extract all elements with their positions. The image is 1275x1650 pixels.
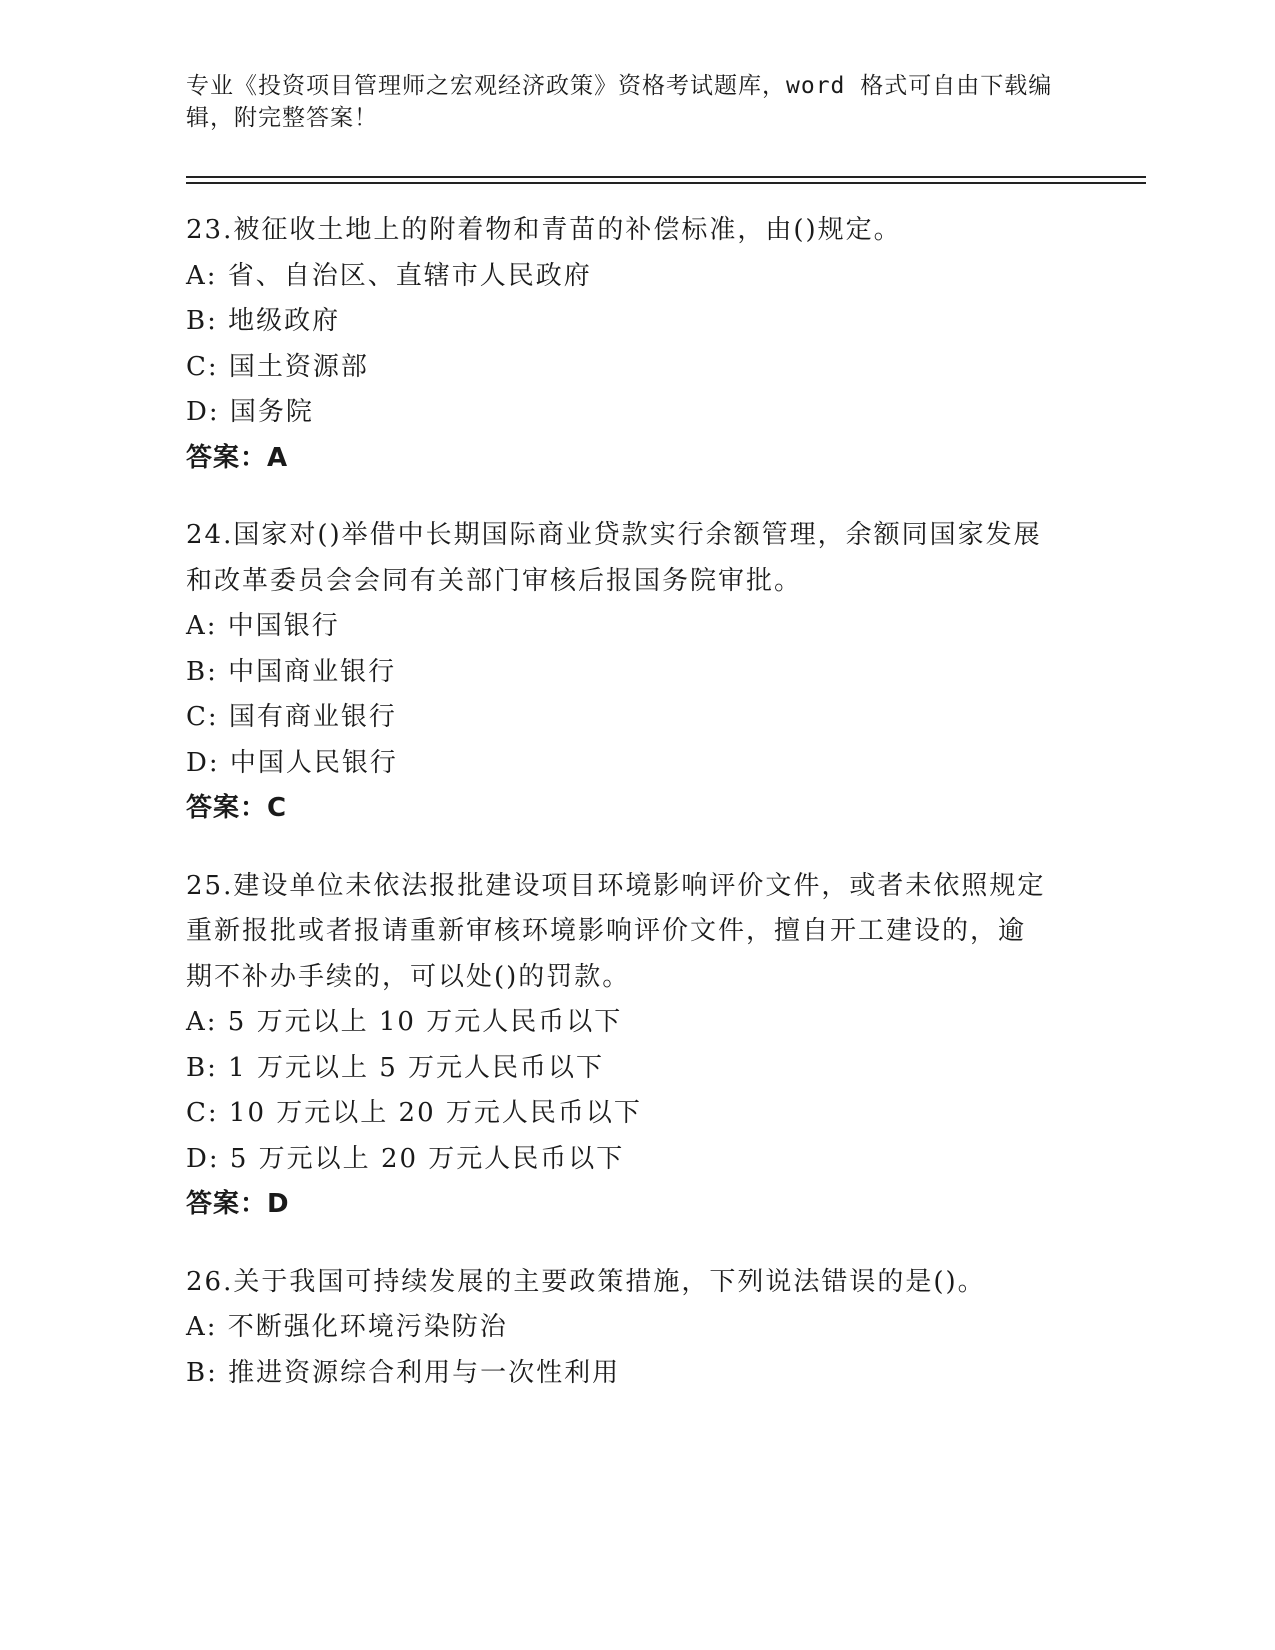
answer-option: C: 10 万元以上 20 万元人民币以下 xyxy=(186,1098,642,1128)
answer-option: B: 推进资源综合利用与一次性利用 xyxy=(186,1357,621,1388)
question-text: 25.建设单位未依法报批建设项目环境影响评价文件，或者未依照规定 xyxy=(186,870,1046,901)
answer-key: 答案：D xyxy=(186,1189,290,1219)
answer-option: C: 国有商业银行 xyxy=(186,702,397,732)
answer-option: D: 国务院 xyxy=(186,397,314,427)
document-header xyxy=(186,70,1086,134)
question-block xyxy=(186,864,1086,1228)
question-text: 24.国家对()举借中长期国际商业贷款实行余额管理，余额同国家发展 xyxy=(186,520,1042,550)
question-list xyxy=(186,208,1086,1428)
header-divider-top xyxy=(186,176,1146,178)
header-divider-bottom xyxy=(186,182,1146,184)
answer-option: D: 5 万元以上 20 万元人民币以下 xyxy=(186,1143,625,1174)
answer-option: C: 国土资源部 xyxy=(186,351,369,382)
header-line-1: 专业《投资项目管理师之宏观经济政策》资格考试题库，word 格式可自由下载编 xyxy=(186,73,1053,99)
answer-option: A: 中国银行 xyxy=(186,611,340,641)
question-text: 重新报批或者报请重新审核环境影响评价文件，擅自开工建设的，逾 xyxy=(186,916,1027,946)
question-block xyxy=(186,208,1086,481)
question-block xyxy=(186,1260,1086,1397)
question-text: 期不补办手续的，可以处()的罚款。 xyxy=(186,961,631,992)
question-text: 26.关于我国可持续发展的主要政策措施，下列说法错误的是()。 xyxy=(186,1266,986,1297)
header-line-2: 辑，附完整答案！ xyxy=(186,105,378,131)
question-text: 和改革委员会会同有关部门审核后报国务院审批。 xyxy=(186,565,803,596)
answer-option: B: 1 万元以上 5 万元人民币以下 xyxy=(186,1052,605,1083)
answer-option: A: 5 万元以上 10 万元人民币以下 xyxy=(186,1007,623,1037)
answer-option: D: 中国人民银行 xyxy=(186,747,398,778)
answer-option: A: 不断强化环境污染防治 xyxy=(186,1312,508,1342)
answer-option: B: 中国商业银行 xyxy=(186,656,397,687)
answer-option: A: 省、自治区、直辖市人民政府 xyxy=(186,260,592,291)
answer-key: 答案：A xyxy=(186,442,289,473)
answer-option: B: 地级政府 xyxy=(186,306,341,336)
answer-key: 答案：C xyxy=(186,793,288,823)
question-block xyxy=(186,513,1086,832)
question-text: 23.被征收土地上的附着物和青苗的补偿标准，由()规定。 xyxy=(186,215,902,245)
